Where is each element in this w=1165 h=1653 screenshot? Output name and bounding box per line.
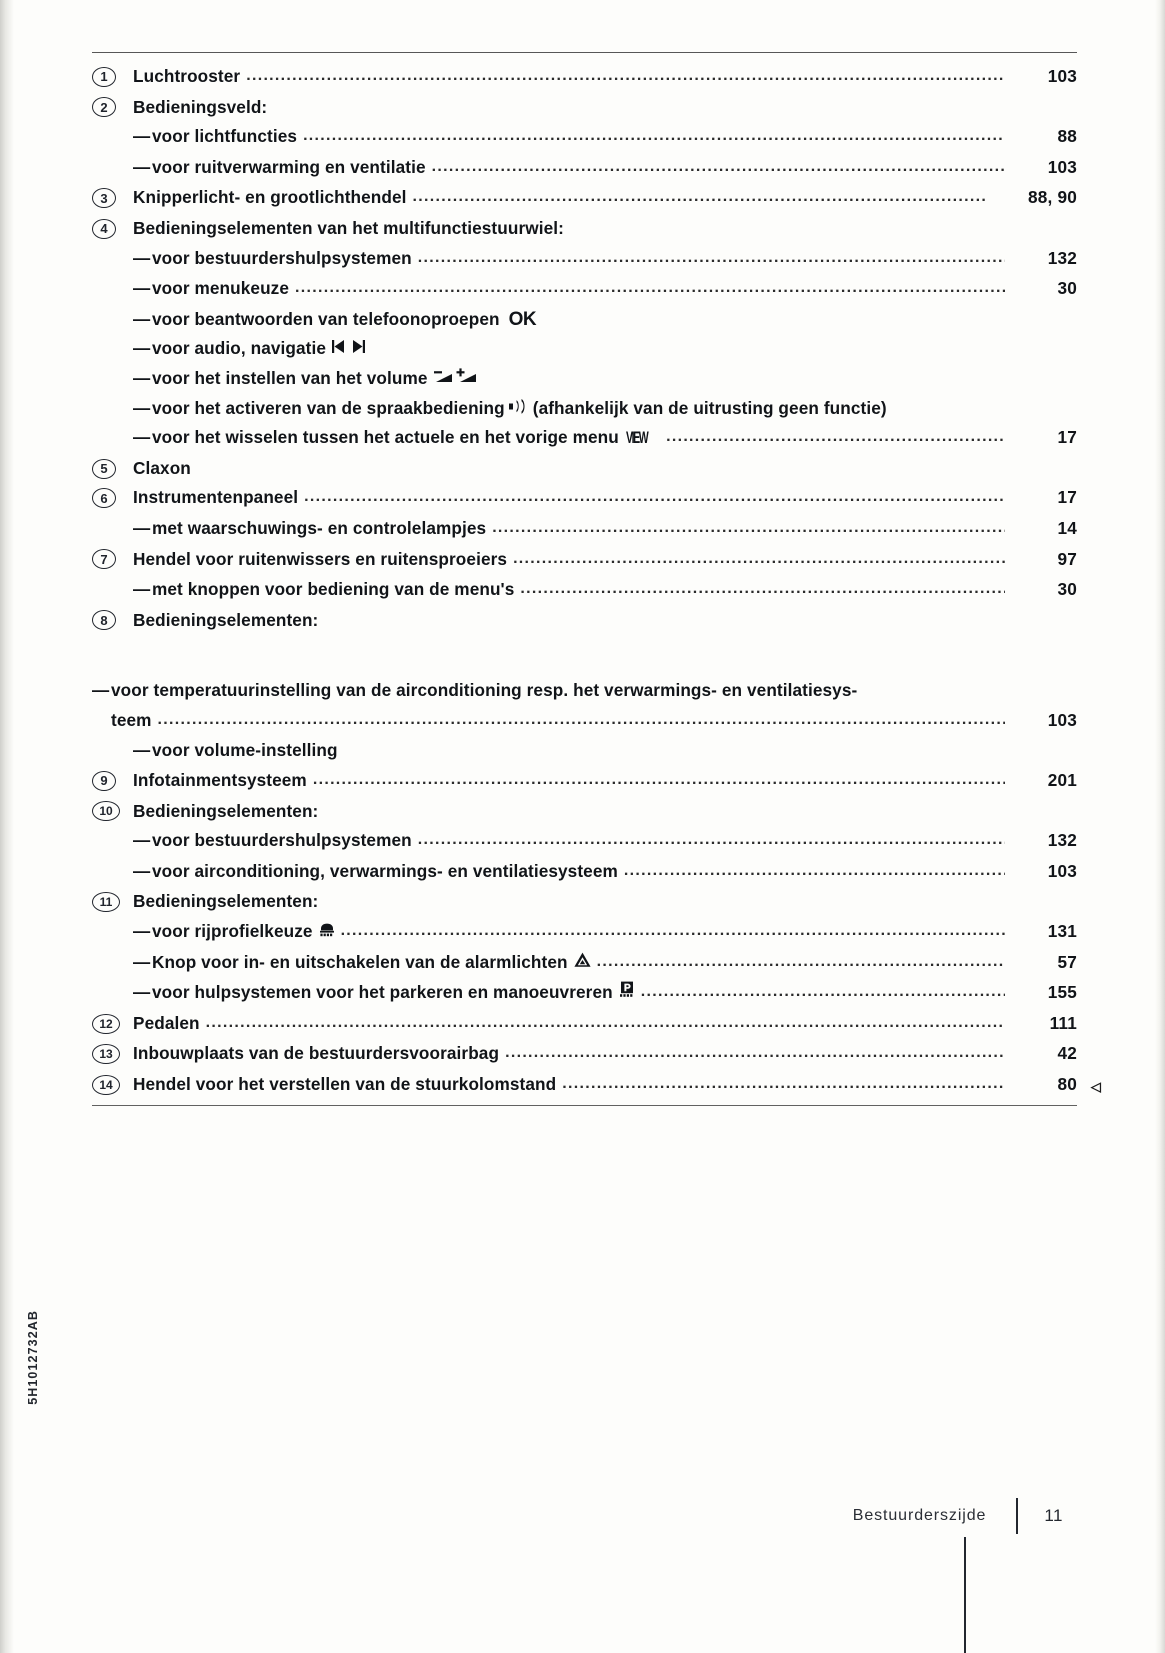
circled-number-badge: 12 (92, 1014, 120, 1034)
scan-edge-right (1155, 0, 1165, 1653)
toc-entry-label: Bedieningselementen: (133, 891, 319, 912)
toc-entry (92, 545, 1077, 576)
toc-entry (92, 153, 1077, 184)
toc-entry-label: Hendel voor het verstellen van de stuurkolomstand (133, 1074, 557, 1094)
dot-leader (641, 977, 1005, 1007)
dot-leader (666, 422, 1005, 452)
circled-number-badge: 1 (92, 67, 116, 87)
toc-entry (92, 122, 1077, 153)
toc-entry-body (133, 423, 1077, 454)
circled-number-badge: 10 (92, 801, 120, 821)
toc-entry (92, 514, 1077, 545)
toc-entry (92, 244, 1077, 275)
circled-number-badge: 5 (92, 459, 116, 479)
toc-entry-body (133, 122, 1077, 153)
toc-entry-body (133, 948, 1077, 979)
toc-entry-page-number: 88, 90 (1028, 187, 1077, 208)
toc-entry-page-number: 131 (1047, 921, 1077, 942)
toc-entry-page-number: 14 (1057, 517, 1077, 538)
toc-entry (92, 423, 1077, 454)
circled-number-badge: 8 (92, 610, 116, 630)
toc-entry (92, 978, 1077, 1009)
skip-track-icon (332, 334, 366, 364)
part-number-side-code: 5H1012732AB (26, 1310, 40, 1405)
toc-entry-label: Knipperlicht- en grootlichthendel (133, 187, 407, 208)
toc-entry-label: voor bestuurdershulpsystemen (152, 830, 412, 851)
toc-entry (92, 274, 1077, 305)
toc-entry (92, 93, 1077, 123)
toc-entry-label-continued: teem (111, 709, 152, 730)
toc-entry-label: voor hulpsystemen voor het parkeren en manoeuvreren (152, 982, 613, 1003)
toc-entry-body (133, 978, 1077, 1009)
toc-entry-body (133, 454, 1077, 484)
toc-entry-line-1 (92, 676, 1077, 706)
dot-leader (158, 705, 1005, 735)
rule-bottom (92, 1105, 1077, 1106)
toc-entry-label: Instrumentenpaneel (133, 487, 299, 508)
dot-leader (418, 825, 1005, 855)
toc-entry-page-number: 17 (1057, 487, 1077, 508)
toc-entry-page-number: 30 (1057, 278, 1077, 299)
toc-entry (92, 1009, 1077, 1040)
toc-sub-indent (92, 635, 133, 676)
toc-entry (92, 1070, 1101, 1101)
toc-entry (92, 635, 1077, 736)
toc-entry-body (133, 766, 1077, 797)
toc-entry-body (133, 606, 1077, 636)
toc-entry (92, 334, 1077, 364)
toc-entry-body (133, 483, 1077, 514)
toc-entry-number (92, 1039, 133, 1069)
toc-entry-label: Infotainmentsysteem (133, 770, 307, 791)
voice-control-icon (509, 394, 527, 424)
toc-entry-body (133, 274, 1077, 305)
toc-entry-page-number: 103 (1047, 709, 1077, 730)
bullet-dash: — (133, 951, 151, 972)
dot-leader (295, 273, 1005, 303)
bullet-dash: — (133, 338, 151, 359)
toc-entry-page-number: 30 (1057, 579, 1077, 600)
toc-entry-page-number: 103 (1047, 860, 1077, 881)
toc-entry-body (133, 1009, 1077, 1040)
toc-entry (92, 394, 1077, 424)
toc-entry-body (133, 364, 1077, 394)
toc-entry-page-number: 80 (1057, 1074, 1077, 1094)
toc-entry (92, 214, 1077, 244)
bullet-dash: — (133, 830, 151, 851)
bullet-dash: — (133, 982, 151, 1003)
toc-entry-page-number: 201 (1047, 770, 1077, 791)
toc-entry-number (92, 93, 133, 123)
bullet-dash: — (133, 427, 151, 448)
page-footer (0, 1498, 1165, 1534)
toc-entry-label: voor het instellen van het volume (152, 367, 428, 388)
toc-entry-number (92, 1009, 133, 1039)
dot-leader (418, 243, 1005, 273)
toc-entry-line-2 (92, 706, 1077, 737)
toc-entry-label: voor lichtfuncties (152, 126, 298, 147)
bullet-dash: — (133, 278, 151, 299)
circled-number-badge: 11 (92, 892, 120, 912)
toc-entry-body (133, 153, 1077, 184)
toc-entry (92, 575, 1077, 606)
toc-entry-label: Hendel voor ruitenwissers en ruitensproeiers (133, 548, 508, 569)
drive-mode-icon (319, 917, 335, 947)
toc-entry-page-number: 103 (1047, 156, 1077, 177)
footer-section-title: Bestuurderszijde (852, 1507, 987, 1524)
dot-leader (313, 765, 1005, 795)
toc-entry (92, 766, 1077, 797)
dot-leader (520, 574, 1005, 604)
toc-entry-label: Luchtrooster (133, 66, 241, 86)
toc-entry (92, 1039, 1077, 1070)
toc-entry (92, 917, 1077, 948)
hazard-lights-icon (574, 948, 591, 978)
toc-entry-label: voor beantwoorden van telefoonoproepen (152, 308, 500, 329)
circled-number-badge: 4 (92, 219, 116, 239)
footer-divider-tail (964, 1537, 966, 1653)
toc-entry-label: voor ruitverwarming en ventilatie (152, 156, 426, 177)
toc-entry-body (133, 305, 1077, 335)
toc-entry-body (133, 887, 1077, 917)
toc-entry-page-number: 155 (1047, 982, 1077, 1003)
toc-entry-page-number: 88 (1057, 126, 1077, 147)
toc-entry-body (133, 826, 1077, 857)
bullet-dash: — (133, 126, 151, 147)
toc-entry-label: voor het wisselen tussen het actuele en het vorige menu (152, 427, 619, 448)
toc-entry-page-number: 42 (1057, 1043, 1077, 1064)
park-assist-icon (619, 978, 635, 1008)
toc-entry-label: Bedieningsveld: (133, 96, 268, 117)
toc-entry-number (92, 183, 133, 213)
toc-entry-number (92, 766, 133, 796)
bullet-dash: — (133, 860, 151, 881)
toc-entry-body (133, 736, 1077, 766)
bullet-dash: — (133, 921, 151, 942)
toc-entry-number (92, 1070, 133, 1100)
table-of-contents (92, 52, 1101, 1106)
toc-entry-body (133, 394, 1077, 424)
toc-entry-label: voor audio, navigatie (152, 338, 327, 359)
dot-leader (513, 544, 1005, 574)
toc-entry-label: Bedieningselementen: (133, 800, 319, 821)
bullet-dash: — (133, 740, 151, 761)
bullet-dash: — (133, 156, 151, 177)
scan-edge-left (0, 0, 14, 1653)
toc-entry-body (133, 244, 1077, 275)
circled-number-badge: 3 (92, 188, 116, 208)
toc-entry-body (133, 917, 1077, 948)
toc-entry (92, 826, 1077, 857)
toc-entry-label: met waarschuwings- en controlelampjes (152, 517, 487, 538)
toc-entry-body (133, 1070, 1101, 1101)
toc-entry-number (92, 887, 133, 917)
toc-entry-page-number: 111 (1049, 1012, 1077, 1033)
bullet-dash: — (133, 367, 151, 388)
toc-entry-page-number: 132 (1047, 830, 1077, 851)
toc-entry-page-number: 103 (1047, 66, 1077, 86)
dot-leader (303, 121, 1005, 151)
toc-entry-number (92, 545, 133, 575)
circled-number-badge: 7 (92, 549, 116, 569)
toc-entry-body (133, 183, 1077, 214)
toc-entry-label: voor volume-instelling (152, 740, 338, 761)
dot-leader (562, 1069, 1005, 1099)
toc-entry-label: voor menukeuze (152, 278, 290, 299)
footer-page-number: 11 (1044, 1506, 1063, 1525)
bullet-dash: — (133, 397, 151, 418)
rule-top (92, 52, 1077, 53)
toc-entry-body (133, 575, 1077, 606)
circled-number-badge: 6 (92, 488, 116, 508)
bullet-dash: — (133, 247, 151, 268)
toc-entry-label: met knoppen voor bediening van de menu's (152, 579, 515, 600)
dot-leader (492, 513, 1005, 543)
toc-entry (92, 887, 1077, 917)
bullet-dash: — (92, 680, 110, 701)
dot-leader (206, 1008, 1005, 1038)
toc-entry (92, 797, 1077, 827)
toc-entry-body (133, 797, 1077, 827)
toc-entry-label: Inbouwplaats van de bestuurdersvoorairbag (133, 1043, 500, 1064)
volume-adjust-icon (434, 364, 478, 394)
toc-entry (92, 857, 1077, 888)
toc-entry (92, 483, 1077, 514)
toc-entry (92, 364, 1077, 394)
toc-entry-body (133, 334, 1077, 364)
circled-number-badge: 9 (92, 771, 116, 791)
dot-leader (304, 482, 1005, 512)
toc-entry-number (92, 797, 133, 827)
bullet-dash: — (133, 517, 151, 538)
toc-entry (92, 454, 1077, 484)
dot-leader (341, 916, 1005, 946)
toc-entry (92, 62, 1077, 93)
toc-entry-number (92, 606, 133, 636)
bullet-dash: — (133, 308, 151, 329)
toc-entry-body (133, 857, 1077, 888)
toc-entry-number (92, 454, 133, 484)
toc-entry-body (133, 62, 1077, 93)
toc-entry (92, 736, 1077, 766)
toc-entry-label: Knop voor in- en uitschakelen van de alarmlichten (152, 951, 568, 972)
toc-entry-label-suffix: (afhankelijk van de uitrusting geen functie) (532, 397, 887, 418)
toc-entry-label: Bedieningselementen: (133, 609, 319, 630)
toc-entry-body (133, 514, 1077, 545)
view-button-icon: VIEW (625, 428, 648, 448)
toc-entry-label: voor bestuurdershulpsystemen (152, 247, 412, 268)
toc-entry-label: Bedieningselementen van het multifunctiestuurwiel: (133, 217, 564, 238)
ok-button-icon: OK (508, 308, 537, 330)
toc-entry-number (92, 62, 133, 92)
dot-leader (413, 182, 985, 212)
toc-entry (92, 305, 1077, 335)
toc-entry (92, 948, 1077, 979)
toc-entry-label: voor airconditioning, verwarmings- en ventilatiesysteem (152, 860, 618, 881)
toc-entry-label: voor het activeren van de spraakbediening (152, 397, 505, 418)
toc-entry-number (92, 483, 133, 513)
dot-leader (597, 947, 1005, 977)
toc-entry-page-number: 17 (1057, 427, 1077, 448)
circled-number-badge: 2 (92, 97, 116, 117)
toc-entry-label: voor temperatuurinstelling van de airconditioning resp. het verwarmings- en ventilatiesys- (111, 680, 858, 701)
dot-leader (505, 1038, 1005, 1068)
toc-entry-label: Claxon (133, 457, 191, 478)
toc-entry-page-number: 132 (1047, 247, 1077, 268)
dot-leader (246, 61, 1005, 91)
toc-entry-label: voor rijprofielkeuze (152, 921, 313, 942)
toc-entry-number (92, 214, 133, 244)
toc-entry-label: Pedalen (133, 1012, 200, 1033)
toc-entry (92, 606, 1077, 636)
toc-entry-body (133, 545, 1077, 576)
toc-entry (92, 183, 1077, 214)
dot-leader (432, 152, 1005, 182)
bullet-dash: — (133, 579, 151, 600)
circled-number-badge: 14 (92, 1075, 120, 1095)
toc-entry-page-number: 57 (1057, 951, 1077, 972)
circled-number-badge: 13 (92, 1044, 120, 1064)
toc-entry-body (133, 1039, 1077, 1070)
toc-entry-body (133, 214, 1077, 244)
toc-entry-page-number: 97 (1057, 548, 1077, 569)
footer-divider (1016, 1498, 1018, 1534)
dot-leader (624, 856, 1005, 886)
section-end-marker: ◁ (1090, 1079, 1101, 1094)
toc-entry-body (133, 93, 1077, 123)
